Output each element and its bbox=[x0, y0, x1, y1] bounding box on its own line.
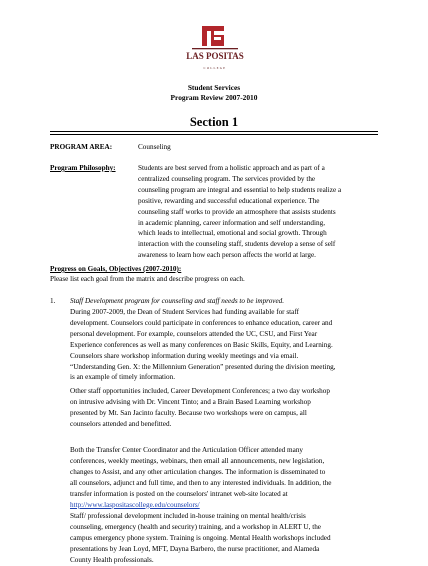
philosophy-label: Program Philosophy: bbox=[50, 164, 116, 172]
paragraph-line: “Understanding Gen. X: the Millennium Generation” presented during the division meeting, bbox=[70, 362, 336, 371]
philosophy-line: counseling staff works to provide an atmosphere that assists students bbox=[138, 207, 336, 216]
paragraph-line: County Health professionals. bbox=[70, 555, 154, 564]
paragraph-line: changes to Assist, and any other articulation changes. The information is disseminated to bbox=[70, 467, 326, 476]
paragraph-line: development. Counselors could participate in conferences to enhance education, career and bbox=[70, 318, 333, 327]
philosophy-line: counseling program are integral and essential to help students realize a bbox=[138, 185, 342, 194]
paragraph-line: presented by Mt. San Jacinto faculty. Because two workshops were on campus, all bbox=[70, 408, 307, 417]
logo-block bbox=[202, 26, 224, 46]
philosophy-line: Students are best served from a holistic approach and as part of a bbox=[138, 164, 325, 172]
section-rule-top bbox=[50, 131, 378, 132]
paragraph-line: presentations by Jean Loyd, MFT, Dayna Barbero, the nurse practitioner, and Alameda bbox=[70, 544, 320, 553]
progress-heading: Progress on Goals, Objectives (2007-2010): bbox=[50, 265, 182, 273]
philosophy-line: awareness to learn how each person affects the world at large. bbox=[138, 251, 316, 260]
section-title: Section 1 bbox=[189, 115, 239, 129]
paragraph-line: counselors attended and benefitted. bbox=[70, 419, 172, 428]
paragraph-line: is an example of timely information. bbox=[70, 373, 175, 382]
goal-paragraph-2 bbox=[70, 386, 330, 430]
counselors-intranet-link[interactable]: http://www.laspositascollege.edu/counselors/ bbox=[70, 500, 200, 509]
header-subtitle: Program Review 2007-2010 bbox=[170, 93, 258, 102]
paragraph-line: Both the Transfer Center Coordinator and the Articulation Officer attended many bbox=[70, 446, 304, 454]
philosophy-line: in academic planning, career information and self understanding, bbox=[138, 218, 326, 227]
program-area-label: PROGRAM AREA: bbox=[50, 143, 113, 151]
paragraph-line: transfer information is posted on the counselors' intranet web-site located at bbox=[70, 489, 288, 498]
paragraph-line: Other staff opportunities included, Career Development Conferences; a two day workshop bbox=[70, 387, 330, 395]
program-area-value: Counseling bbox=[138, 143, 171, 151]
section-rule-bottom bbox=[50, 134, 378, 135]
logo-wordmark: LAS POSITAS bbox=[186, 51, 244, 61]
header-title: Student Services bbox=[187, 83, 241, 92]
philosophy-text bbox=[138, 163, 341, 261]
goal-paragraph-3 bbox=[70, 445, 331, 510]
progress-instruction: Please list each goal from the matrix and describe progress on each. bbox=[50, 275, 245, 283]
philosophy-line: which leads to intellectual, emotional and social growth. Through bbox=[138, 229, 327, 238]
paragraph-line: on intrusive advising with Dr. Vincent Tinto; and a Brain Based Learning workshop bbox=[70, 397, 311, 406]
goal-title: Staff Development program for counseling and staff needs to be improved. bbox=[70, 297, 285, 305]
paragraph-line: Staff/ professional development included in-house training on mental health/crisis bbox=[70, 512, 306, 520]
paragraph-line: personal development. For example, counselors attended the UC, CSU, and First Year bbox=[70, 329, 318, 338]
paragraph-line: conferences, weekly meetings, webinars, then email all announcements, new legislation, bbox=[70, 456, 325, 465]
paragraph-line: campus emergency phone system. Training is ongoing. Mental Health workshops included bbox=[70, 533, 331, 542]
paragraph-line: counseling, emergency (health and security) training, and a workshop in ALERT U, the bbox=[70, 522, 321, 531]
paragraph-line: Counselors share workshop information during weekly meetings and via email. bbox=[70, 351, 299, 360]
paragraph-line: During 2007-2009, the Dean of Student Services had funding available for staff bbox=[70, 308, 300, 316]
goal-paragraph-1 bbox=[70, 307, 335, 383]
paragraph-line: all counselors, adjunct and full time, and then to any interested individuals. In addition, the bbox=[70, 478, 332, 487]
goal-number: 1. bbox=[50, 297, 56, 305]
paragraph-line: Experience conferences as well as many conferences on Basic Skills, Equity, and Learning. bbox=[70, 340, 333, 349]
college-logo bbox=[186, 22, 244, 68]
philosophy-line: interaction with the counseling staff, students develop a sense of self bbox=[138, 240, 336, 249]
philosophy-line: positive, rewarding and successful educational experience. The bbox=[138, 196, 320, 205]
philosophy-line: centralized counseling program. The services provided by the bbox=[138, 174, 316, 183]
goal-paragraph-4 bbox=[70, 511, 331, 566]
logo-subtext: COLLEGE bbox=[203, 66, 227, 70]
